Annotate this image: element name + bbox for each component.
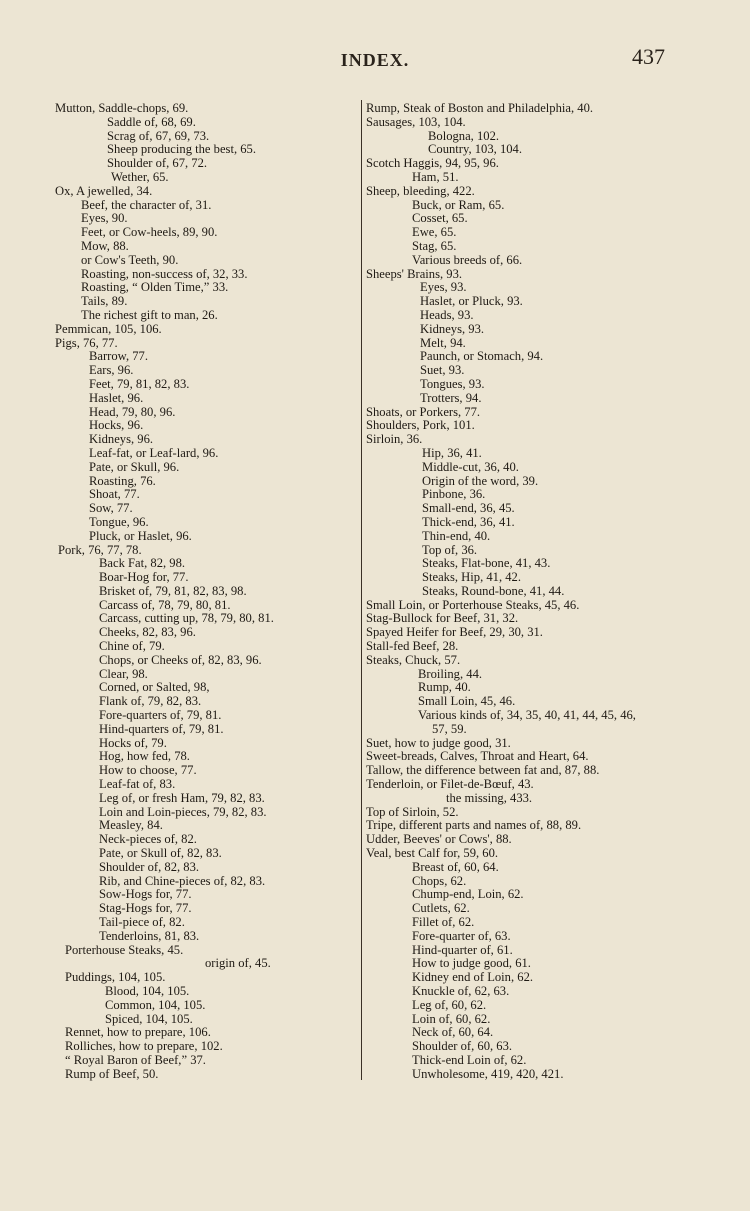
index-entry: Porterhouse Steaks, 45. [65,942,184,957]
index-entry: the missing, 433. [446,790,533,805]
index-entry: Loin of, 60, 62. [412,1011,491,1026]
index-entry: Tails, 89. [81,294,128,309]
index-entry: Breast of, 60, 64. [412,859,499,874]
index-entry: Hocks, 96. [89,418,144,433]
index-entry: Hip, 36, 41. [422,445,482,460]
index-entry: Roasting, 76. [89,473,156,488]
index-entry: Udder, Beeves' or Cows', 88. [366,832,512,847]
index-entry: Tallow, the difference between fat and, 87, 88. [366,763,600,778]
index-entry: Fillet of, 62. [412,915,475,930]
index-entry: Pigs, 76, 77. [55,335,118,350]
index-entry: Thin-end, 40. [422,528,491,543]
index-entry: Haslet, 96. [89,390,144,405]
index-entry: How to choose, 77. [99,763,197,778]
index-entry: Mow, 88. [81,238,129,253]
index-entry: Kidneys, 93. [420,321,485,336]
index-entry: Pluck, or Haslet, 96. [89,528,192,543]
index-entry: Mutton, Saddle-chops, 69. [55,101,189,115]
index-entry: Scotch Haggis, 94, 95, 96. [366,156,499,171]
index-entry: Ears, 96. [89,363,134,378]
index-entry: or Cow's Teeth, 90. [81,252,179,267]
index-entry: How to judge good, 61. [412,956,531,971]
index-entry: Tail-piece of, 82. [99,915,185,930]
index-entry: Eyes, 93. [420,280,467,295]
index-entry: Trotters, 94. [420,390,482,405]
index-entry: Chump-end, Loin, 62. [412,887,524,902]
index-entry: Blood, 104, 105. [105,984,190,998]
index-entry: Rump, Steak of Boston and Philadelphia, 40. [366,101,594,115]
page-title: INDEX. [340,50,410,70]
index-entry: Top of, 36. [422,542,478,557]
index-entry: Carcass of, 78, 79, 80, 81. [99,597,231,612]
index-entry: Flank of, 79, 82, 83. [99,694,202,709]
index-entry: Various breeds of, 66. [412,252,523,267]
index-entry: Wether, 65. [111,169,169,184]
index-entry: Leaf-fat of, 83. [99,777,176,792]
index-entry: Shoulder of, 82, 83. [99,859,200,874]
index-entry: Small Loin, or Porterhouse Steaks, 45, 46. [366,597,580,612]
index-entry: Haslet, or Pluck, 93. [420,294,523,309]
index-entry: Pate, or Skull, 96. [89,459,180,474]
index-entry: Heads, 93. [420,307,474,322]
index-entry: Tongue, 96. [89,514,149,529]
index-entry: Clear, 98. [99,666,148,681]
index-entry: Leg of, or fresh Ham, 79, 82, 83. [99,790,265,805]
index-entry: Veal, best Calf for, 59, 60. [366,846,499,861]
index-entry: Steaks, Chuck, 57. [366,652,461,667]
index-entry: Beef, the character of, 31. [81,197,212,212]
index-entry: Tenderloin, or Filet-de-Bœuf, 43. [366,777,534,792]
index-entry: Rump of Beef, 50. [65,1066,159,1081]
index-entry: Small-end, 36, 45. [422,501,515,516]
index-entry: Kidney end of Loin, 62. [412,970,534,985]
index-entry: Knuckle of, 62, 63. [412,984,510,998]
index-entry: Barrow, 77. [89,349,148,364]
index-entry: Steaks, Hip, 41, 42. [422,570,521,585]
index-entry: Back Fat, 82, 98. [99,556,186,571]
index-entry: Eyes, 90. [81,211,128,226]
index-entry: Brisket of, 79, 81, 82, 83, 98. [99,583,247,598]
index-entry: Spayed Heifer for Beef, 29, 30, 31. [366,625,543,640]
index-entry: Sausages, 103, 104. [366,114,466,129]
index-entry: Measley, 84. [99,818,163,833]
index-entry: Tenderloins, 81, 83. [99,928,200,943]
page-number: 437 [632,44,665,69]
index-entry: Roasting, “ Olden Time,” 33. [81,280,229,295]
index-entry: Ox, A jewelled, 34. [55,183,153,198]
index-entry: Buck, or Ram, 65. [412,197,505,212]
index-entry: Shoulder of, 60, 63. [412,1039,513,1054]
index-entry: Rennet, how to prepare, 106. [65,1025,211,1040]
index-entry: Fore-quarters of, 79, 81. [99,708,222,723]
index-entry: Leaf-fat, or Leaf-lard, 96. [89,445,219,460]
index-entry: Chops, or Cheeks of, 82, 83, 96. [99,652,262,667]
index-entry: Pemmican, 105, 106. [55,321,162,336]
index-entry: Shoats, or Porkers, 77. [366,404,481,419]
index-entry: Steaks, Flat-bone, 41, 43. [422,556,551,571]
index-entry: Carcass, cutting up, 78, 79, 80, 81. [99,611,274,626]
index-entry: Hind-quarter of, 61. [412,942,513,957]
index-entry: The richest gift to man, 26. [81,307,218,322]
index-entry: Rump, 40. [418,680,471,695]
index-entry: Melt, 94. [420,335,466,350]
index-entry: Unwholesome, 419, 420, 421. [412,1066,564,1081]
index-entry: Sheep, bleeding, 422. [366,183,475,198]
index-entry: Tongues, 93. [420,376,485,391]
index-entry: Chine of, 79. [99,639,165,654]
index-entry: Stag, 65. [412,238,457,253]
index-entry: Fore-quarter of, 63. [412,928,511,943]
index-entry: Various kinds of, 34, 35, 40, 41, 44, 45, 46, [418,708,636,723]
index-entry: Stag-Hogs for, 77. [99,901,192,916]
index-column-left [55,102,355,1082]
index-entry: Ham, 51. [412,169,459,184]
index-entry: Cheeks, 82, 83, 96. [99,625,196,640]
index-entry: Middle-cut, 36, 40. [422,459,519,474]
index-entry: Common, 104, 105. [105,997,206,1012]
index-entry: Pate, or Skull of, 82, 83. [99,846,222,861]
index-entry: Pinbone, 36. [422,487,486,502]
index-entry: Rolliches, how to prepare, 102. [65,1039,223,1054]
index-entry: Boar-Hog for, 77. [99,570,189,585]
index-entry: Hind-quarters of, 79, 81. [99,721,224,736]
index-entry: Loin and Loin-pieces, 79, 82, 83. [99,804,267,819]
index-entry: Paunch, or Stomach, 94. [420,349,544,364]
index-entry: Neck-pieces of, 82. [99,832,197,847]
index-entry: Hog, how fed, 78. [99,749,190,764]
index-entry: Corned, or Salted, 98, [99,680,210,695]
column-divider [361,100,362,1080]
index-entry: Puddings, 104, 105. [65,970,166,985]
index-entry: Ewe, 65. [412,225,457,240]
index-entry: origin of, 45. [205,956,271,971]
index-entry: Leg of, 60, 62. [412,997,487,1012]
index-entry: Sheeps' Brains, 93. [366,266,463,281]
index-entry: Country, 103, 104. [428,142,522,157]
index-entry: Rib, and Chine-pieces of, 82, 83. [99,873,266,888]
index-column-right [366,102,696,1082]
index-entry: Tripe, different parts and names of, 88, 89. [366,818,582,833]
index-entry: Scrag of, 67, 69, 73. [107,128,210,143]
index-entry: Spiced, 104, 105. [105,1011,193,1026]
index-entry: Thick-end Loin of, 62. [412,1052,527,1067]
index-entry: Top of Sirloin, 52. [366,804,459,819]
index-entry: Suet, how to judge good, 31. [366,735,511,750]
index-entry: Hocks of, 79. [99,735,167,750]
index-entry: 57, 59. [432,721,467,736]
index-entry: Head, 79, 80, 96. [89,404,176,419]
index-entry: Sweet-breads, Calves, Throat and Heart, 64. [366,749,589,764]
index-entry: Stall-fed Beef, 28. [366,639,459,654]
index-entry: Kidneys, 96. [89,432,154,447]
index-entry: Stag-Bullock for Beef, 31, 32. [366,611,519,626]
index-entry: Shoat, 77. [89,487,140,502]
index-entry: Chops, 62. [412,873,467,888]
index-entry: Roasting, non-success of, 32, 33. [81,266,248,281]
index-entry: Saddle of, 68, 69. [107,114,196,129]
index-entry: Feet, 79, 81, 82, 83. [89,376,190,391]
index-entry: Origin of the word, 39. [422,473,539,488]
index-entry: Suet, 93. [420,363,465,378]
index-entry: Small Loin, 45, 46. [418,694,516,709]
index-entry: “ Royal Baron of Beef,” 37. [65,1052,206,1067]
index-entry: Sow-Hogs for, 77. [99,887,192,902]
index-entry: Shoulders, Pork, 101. [366,418,475,433]
index-entry: Cutlets, 62. [412,901,470,916]
index-entry: Sheep producing the best, 65. [107,142,256,157]
index-entry: Neck of, 60, 64. [412,1025,494,1040]
index-entry: Cosset, 65. [412,211,468,226]
index-entry: Sirloin, 36. [366,432,423,447]
index-entry: Sow, 77. [89,501,133,516]
index-entry: Broiling, 44. [418,666,483,681]
index-entry: Steaks, Round-bone, 41, 44. [422,583,565,598]
index-entry: Pork, 76, 77, 78. [58,542,142,557]
index-entry: Feet, or Cow-heels, 89, 90. [81,225,218,240]
index-entry: Bologna, 102. [428,128,500,143]
index-entry: Thick-end, 36, 41. [422,514,515,529]
index-entry: Shoulder of, 67, 72. [107,156,208,171]
